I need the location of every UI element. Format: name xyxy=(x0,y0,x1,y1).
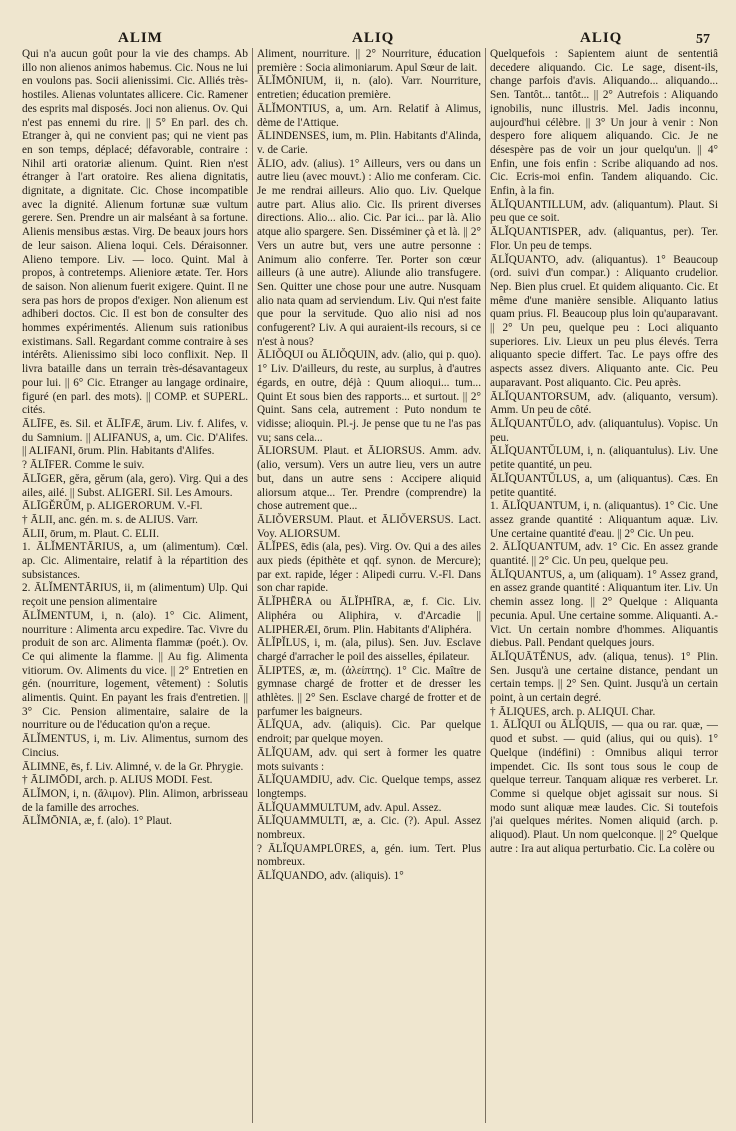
dictionary-entry: Qui n'a aucun goût pour la vie des champs. Ab illo non alienos animos habemus. Cic. Nous ne lui en voulons pas. Socii alienissimi. Cic. Alliés très-hostiles. Alienas voluntates allicere. Cic. Ramener des esprits mal disposés. Joci non alienus. Ov. Qui n'est pas ennemi du rire. || 5° En parl. des ch. Etranger à, qui ne convient pas; qui ne vient pas en son temps, déplacé; défavorable, contraire : Nihil arti oratoriæ alienum. Quint. Rien n'est étranger à l'art oratoire. Res aliena dignitatis, dignitate, a dignitate. Cic. Chose incompatible avec la dignité. Alienum fortunæ suæ vultum gerere. Sen. Prendre un air malséant à sa fortune. Alienis mensibus æstas. Virg. De beaux jours hors de leur saison. Aliena loqui. Cels. Déraisonner. Alieno tempore. Liv. — loco. Quint. Mal à propos, à contretemps. Alieniore ætate. Ter. Hors de saison. Non alienum fuerit exigere. Quint. Il ne sera pas hors de propos d'exiger. Non alienum est adhiberi doctos. Cic. Il est bon de consulter des hommes expérimentés. Alienum suis rationibus existimans. Sall. Regardant comme contraire à ses intérêts. Alienissimo sibi loco conflixit. Nep. Il livra bataille dans un terrain très-désavantageux pour lui. || 6° Cic. Etranger au langage ordinaire, figuré (en parl. des mots). || COMP. et SUPERL. cités. xyxy=(22,48,248,417)
dictionary-entry: ĀLĬMENTUM, i, n. (alo). 1° Cic. Aliment, nourriture : Alimenta arcu expedire. Tac. Vivre du produit de son arc. Alimenta flammæ (poét.). Ov. Ce qui alimente la flamme. || Au fig. Alimenta vitiorum. Ov. Aliments du vice. || 2° Entretien en gén. (nourriture, logement, vêtement) : Solutis alimentis. Quint. En payant les frais d'entretien. || 3° Cic. Pension alimentaire, salaire de la nourriture ou de l'éducation qu'on a reçue. xyxy=(22,609,248,732)
dictionary-entry: ĀLIO, adv. (alius). 1° Ailleurs, vers ou dans un autre lieu (avec mouvt.) : Alio me conferam. Cic. Je me rendrai ailleurs. Alio quo. Liv. Quelque autre part. Alius alio. Cic. Ils prirent diverses directions. Alio... alio. Cic. Par ici... par là. Alio atque alio spargere. Sen. Disséminer çà et là. || 2° Vers un autre but, vers une autre personne : Animum alio conferre. Ter. Porter son cœur ailleurs (à une autre). Aliunde alio transfugere. Sen. Quitter une chose pour une autre. Nusquam alio nata quam ad serviendum. Liv. Qui n'est faite que pour la servitude. Quo alio nisi ad nos confugerent? Liv. A qui auraient-ils recours, si ce n'est à nous? xyxy=(257,157,481,348)
dictionary-entry: ĀLĬQUAMMULTUM, adv. Apul. Assez. xyxy=(257,801,442,814)
dictionary-entry: ĀLĬMŌNIA, æ, f. (alo). 1° Plaut. xyxy=(22,815,172,828)
left-running-head: ALIM xyxy=(118,30,163,46)
column-1 xyxy=(22,48,248,1123)
dictionary-entry: ĀLĬMENTUS, i, m. Liv. Alimentus, surnom des Cincius. xyxy=(22,733,248,759)
right-running-head: ALIQ xyxy=(580,30,623,46)
dictionary-entry: 1. ĀLĬQUI ou ĀLĬQUIS, — qua ou rar. quæ, — quod et subst. — quid (alius, qui ou quis). 1° Quelque (indéfini) : Omnibus aliqui terror impendet. Cic. Ils sont tous sous le coup de quelque terreur. Tanquam aliquæ res verberet. Lr. Comme si quelque objet agissait sur nous. Si modo sunt aliquæ meæ laudes. Cic. Si toutefois j'ai quelques mérites. Nomen aliquid (arch. p. aliquod). Plaut. Un nom quelconque. || 2° Quelque autre : Ira aut aliqua perturbatio. Cic. La colère ou xyxy=(490,719,718,855)
dictionary-entry: ĀLĬQUANTUS, a, um (aliquam). 1° Assez grand, en assez grande quantité : Aliquantum iter. Liv. Un chemin assez long. || 2° Quelque : Aliquanta pecunia. Apul. Une certaine somme. Aliquanti. A.-Vict. Un certain nombre d'hommes. Aliquantis diebus. Pall. Pendant quelques jours. xyxy=(490,568,718,650)
dictionary-entry: ĀLIŎQUI ou ĀLIŎQUIN, adv. (alio, qui p. quo). 1° Liv. D'ailleurs, du reste, au surplus, à d'autres égards, en outre, déjà : Quum alioqui... tum... Quint Et sous bien des rapports... et surtout. || 2° Quint. Sans cela, autrement : Puto nondum te vidisse; alioquin. Pl.-j. Je pense que tu ne l'as pas vu; sans cela... xyxy=(257,349,481,444)
dictionary-entry: ĀLIPTES, æ, m. (ἀλείπτης). 1° Cic. Maître de gymnase chargé de frotter et de dresser les athlètes. || 2° Sen. Esclave chargé de frotter et de parfumer les baigneurs. xyxy=(257,664,481,718)
dictionary-entry: ĀLĬMON, i, n. (ἄλιμον). Plin. Alimon, arbrisseau de la famille des arroches. xyxy=(22,787,248,814)
dictionary-entry: Aliment, nourriture. || 2° Nourriture, éducation première : Socia alimoniarum. Apul Sœur de lait. xyxy=(257,48,481,74)
dictionary-entry: Quelquefois : Sapientem aiunt de sententiâ decedere aliquando. Cic. Le sage, disent-ils, change parfois d'avis. Aliquando... aliquando... Sen. Tantôt... tantôt... || 2° Autrefois : Aliquando ignobilis, nunc illustris. Mel. Jadis inconnu, aujourd'hui célèbre. || 3° Un jour à venir : Non despero fore aliquem aliquando. Cic. Je ne désespère pas de voir un jour quelqu'un. || 4° Enfin, une fois enfin : Scribe aliquando ad nos. Cic. Ecris-moi enfin. Tandem aliquando. Cic. Enfin, à la fin. xyxy=(490,48,718,198)
dictionary-entry: ĀLĬQUA, adv. (aliquis). Cic. Par quelque endroit; par quelque moyen. xyxy=(257,719,481,746)
dictionary-entry: ĀLĬQUĀTĔNUS, adv. (aliqua, tenus). 1° Plin. Sen. Jusqu'à une certaine distance, pendant un certain temps. || 2° Sen. Quint. Jusqu'à un certain point, à un certain degré. xyxy=(490,650,718,705)
dictionary-entry: ? ĀLĬQUAMPLŪRES, a, gén. ium. Tert. Plus nombreux. xyxy=(257,842,481,869)
dictionary-entry: ĀLĬQUAMMULTI, æ, a. Cic. (?). Apul. Assez nombreux. xyxy=(257,815,481,842)
dictionary-entry: 1. ĀLĬQUANTUM, i, n. (aliquantus). 1° Cic. Une assez grande quantité : Aliquantum aquæ. Liv. Une certaine quantité d'eau. || 2° Cic. Un peu. xyxy=(490,500,718,540)
dictionary-entry: ĀLĬQUANTO, adv. (aliquantus). 1° Beaucoup (ord. suivi d'un compar.) : Aliquanto crudelior. Nep. Bien plus cruel. Et quidem aliquanto. Cic. Et même d'une manière sensible. Aliquanto latius quam prius. Fl. Beaucoup plus loin qu'auparavant. || 2° Un peu, quelque peu : Loci aliquanto superiores. Liv. Lieux un peu plus élevés. Terra aliquanto specie differt. Tac. Le pays offre des aspects assez divers. Aliquanto ante. Cic. Peu auparavant. Post aliquanto. Cic. Peu après. xyxy=(490,253,718,389)
dictionary-entry: 2. ĀLĬMENTĀRIUS, ii, m (alimentum) Ulp. Qui reçoit une pension alimentaire xyxy=(22,582,248,609)
dictionary-entry: ĀLIŎVERSUM. Plaut. et ĀLIŎVERSUS. Lact. Voy. ALIORSUM. xyxy=(257,513,481,540)
dictionary-entry: 2. ĀLĬQUANTUM, adv. 1° Cic. En assez grande quantité. || 2° Cic. Un peu, quelque peu. xyxy=(490,541,718,568)
dictionary-entry: † ĀLII, anc. gén. m. s. de ALIUS. Varr. xyxy=(22,513,198,526)
dictionary-entry: ĀLIORSUM. Plaut. et ĀLIORSUS. Amm. adv. (alio, versum). Vers un autre lieu, vers un autre but, dans un autre sens : Accipere aliquid aliorsum atque... Ter. Prendre (comprendre) la chose autrement que... xyxy=(257,445,481,513)
page-number: 57 xyxy=(696,32,710,47)
column-divider xyxy=(485,48,486,1123)
dictionary-entry: ĀLĬQUAM, adv. qui sert à former les quatre mots suivants : xyxy=(257,746,481,773)
dictionary-entry: ĀLĬQUANTISPER, adv. (aliquantus, per). Ter. Flor. Un peu de temps. xyxy=(490,226,718,252)
column-3 xyxy=(490,48,718,1123)
dictionary-entry: ĀLĬPES, ēdis (ala, pes). Virg. Ov. Qui a des ailes aux pieds (épithète et qqf. synon. de Mercure); par ext. rapide, léger : Alipedi curru. V.-Fl. Dans son char rapide. xyxy=(257,541,481,595)
dictionary-entry: ĀLĬQUANTŬLUS, a, um (aliquantus). Cæs. En petite quantité. xyxy=(490,472,718,499)
dictionary-entry: † ĀLIQUES, arch. p. ALIQUI. Char. xyxy=(490,705,656,718)
dictionary-entry: ĀLINDENSES, ium, m. Plin. Habitants d'Alinda, v. de Carie. xyxy=(257,130,481,156)
column-2 xyxy=(257,48,481,1123)
dictionary-entry: ĀLĪFE, ēs. Sil. et ĀLĪFÆ, ārum. Liv. f. Alifes, v. du Samnium. || ALIFANUS, a, um. Cic. D'Alifes. || ALIFANI, ōrum. Plin. Habitants d'Alifes. xyxy=(22,417,248,458)
dictionary-entry: ĀLĬPHĒRA ou ĀLĬPHĪRA, æ, f. Cic. Liv. Aliphéra ou Aliphira, v. d'Arcadie || ALIPHERÆI, ōrum. Plin. Habitants d'Aliphéra. xyxy=(257,596,481,636)
dictionary-entry: ĀLĬQUANTŬLO, adv. (aliquantulus). Vopisc. Un peu. xyxy=(490,417,718,444)
dictionary-entry: 1. ĀLĬMENTĀRIUS, a, um (alimentum). Cœl. ap. Cic. Alimentaire, relatif à la répartition des subsistances. xyxy=(22,541,248,581)
dictionary-entry: ĀLĬPĬLUS, i, m. (ala, pilus). Sen. Juv. Esclave chargé d'arracher le poil des aisselles, épilateur. xyxy=(257,637,481,663)
dictionary-entry: ĀLĬQUANDO, adv. (aliquis). 1° xyxy=(257,870,404,883)
dictionary-entry: ĀLII, ōrum, m. Plaut. C. ELII. xyxy=(22,527,160,540)
dictionary-entry: ĀLĬQUAMDIU, adv. Cic. Quelque temps, assez longtemps. xyxy=(257,774,481,800)
page-header xyxy=(0,6,736,47)
column-divider xyxy=(252,48,253,1123)
dictionary-entry: ĀLIMNE, ēs, f. Liv. Alimné, v. de la Gr. Phrygie. xyxy=(22,760,244,773)
dictionary-entry: ĀLĬQUANTORSUM, adv. (aliquanto, versum). Amm. Un peu de côté. xyxy=(490,390,718,417)
dictionary-entry: ĀLĪGĔRŬM, p. ALIGERORUM. V.-Fl. xyxy=(22,500,203,513)
center-running-head: ALIQ xyxy=(352,30,395,46)
dictionary-entry: ĀLĪGER, gĕra, gĕrum (ala, gero). Virg. Qui a des ailes, ailé. || Subst. ALIGERI. Sil. Les Amours. xyxy=(22,472,248,499)
dictionary-entry: ? ĀLĪFER. Comme le suiv. xyxy=(22,459,145,472)
dictionary-entry: ĀLĬMONTIUS, a, um. Arn. Relatif à Alimus, dème de l'Attique. xyxy=(257,102,481,129)
dictionary-entry: ĀLĬQUANTŬLUM, i, n. (aliquantulus). Liv. Une petite quantité, un peu. xyxy=(490,445,718,472)
dictionary-entry: ĀLĬMŌNIUM, ii, n. (alo). Varr. Nourriture, entretien; éducation première. xyxy=(257,75,481,102)
dictionary-entry: ĀLĬQUANTILLUM, adv. (aliquantum). Plaut. Si peu que ce soit. xyxy=(490,198,718,225)
dictionary-entry: † ĀLIMŌDI, arch. p. ALIUS MODI. Fest. xyxy=(22,774,213,787)
